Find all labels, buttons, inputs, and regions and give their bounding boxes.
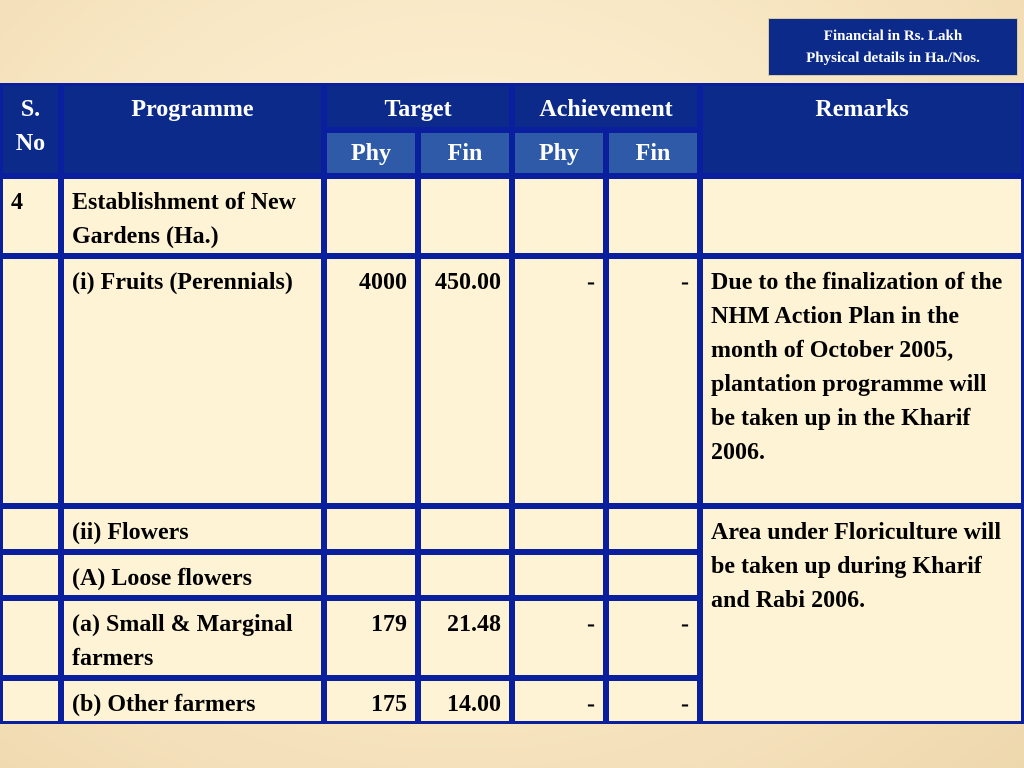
row-sno	[0, 552, 61, 598]
units-note-physical: Physical details in Ha./Nos.	[806, 50, 980, 66]
row-achievement-fin: -	[606, 678, 700, 724]
row-target-fin: 14.00	[418, 678, 512, 724]
row-target-phy: 4000	[324, 256, 418, 506]
row-sno	[0, 598, 61, 678]
table-row	[0, 256, 1024, 506]
units-note-financial: Financial in Rs. Lakh	[823, 28, 963, 44]
header-sno: S. No	[0, 83, 61, 176]
header-achievement: Achievement	[512, 83, 700, 130]
row-achievement-phy: -	[512, 256, 606, 506]
row-programme: (ii) Flowers	[61, 506, 324, 552]
row-programme: (i) Fruits (Perennials)	[61, 256, 324, 506]
row-sno	[0, 256, 61, 506]
row-target-phy	[324, 552, 418, 598]
row-remark: Due to the finalization of the NHM Action Plan in the month of October 2005, plantation programme will be taken up in the Kharif 2006.	[700, 256, 1024, 506]
header-remarks: Remarks	[700, 83, 1024, 176]
row-programme: (b) Other farmers	[61, 678, 324, 724]
header-programme: Programme	[61, 83, 324, 176]
row-achievement-phy	[512, 506, 606, 552]
row-achievement-phy: -	[512, 678, 606, 724]
row-achievement-fin: -	[606, 256, 700, 506]
row-achievement-fin	[606, 552, 700, 598]
header-target-fin: Fin	[418, 130, 512, 176]
row-programme: (a) Small & Marginal farmers	[61, 598, 324, 678]
header-target-phy: Phy	[324, 130, 418, 176]
table-row	[0, 506, 1024, 552]
row-target-fin	[418, 176, 512, 256]
table-row	[0, 176, 1024, 256]
row-target-fin: 450.0​0	[418, 256, 512, 506]
row-target-fin: 21.48	[418, 598, 512, 678]
row-target-fin	[418, 552, 512, 598]
row-programme: (A) Loose flowers	[61, 552, 324, 598]
row-achievement-phy: -	[512, 598, 606, 678]
row-remark: Area under Floriculture will be taken up during Kharif and Rabi 2006.	[700, 506, 1024, 724]
row-target-fin	[418, 506, 512, 552]
row-sno: 4	[0, 176, 61, 256]
row-sno	[0, 678, 61, 724]
row-programme: Establishment of New Gardens (Ha.)	[61, 176, 324, 256]
row-achievement-fin: -	[606, 598, 700, 678]
header-target: Target	[324, 83, 512, 130]
header-achievement-phy: Phy	[512, 130, 606, 176]
row-achievement-phy	[512, 552, 606, 598]
row-target-phy: 179	[324, 598, 418, 678]
row-sno	[0, 506, 61, 552]
row-target-phy: 175	[324, 678, 418, 724]
row-target-phy	[324, 176, 418, 256]
row-achievement-fin	[606, 506, 700, 552]
row-achievement-fin	[606, 176, 700, 256]
units-note	[768, 18, 1018, 76]
row-remark	[700, 176, 1024, 256]
row-achievement-phy	[512, 176, 606, 256]
programme-table	[0, 83, 1024, 724]
header-achievement-fin: Fin	[606, 130, 700, 176]
row-target-phy	[324, 506, 418, 552]
